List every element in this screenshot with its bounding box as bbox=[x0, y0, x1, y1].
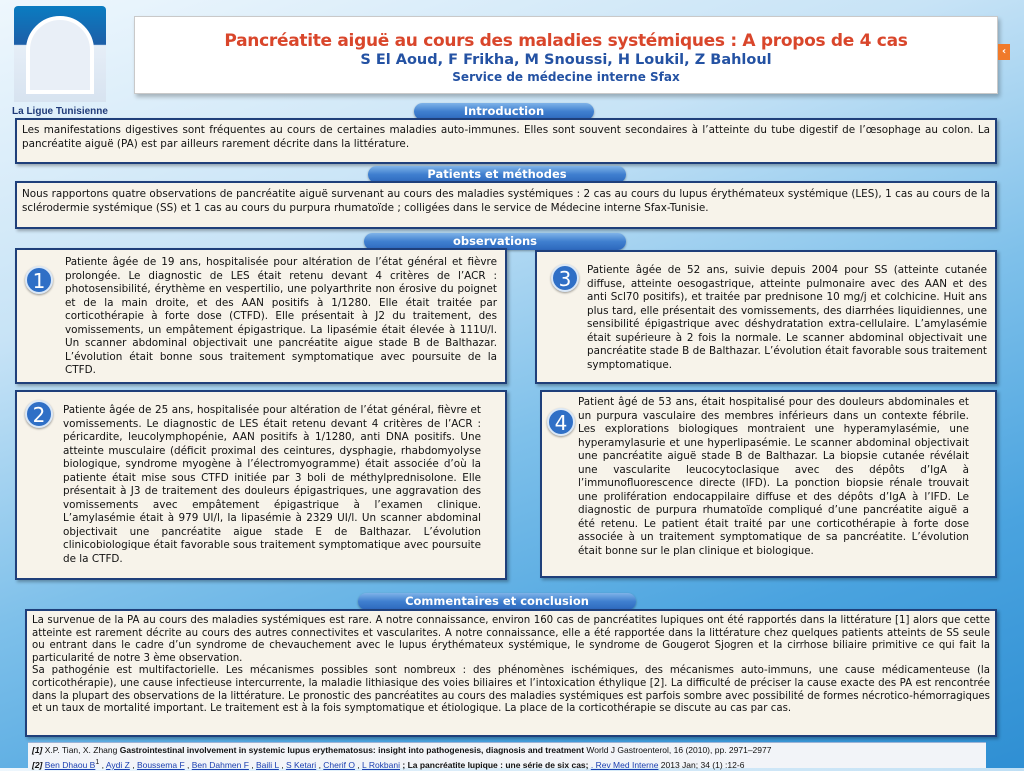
poster-service: Service de médecine interne Sfax bbox=[452, 70, 680, 84]
reference-2-author-link[interactable]: Aydi Z bbox=[105, 759, 130, 770]
methods-heading: Patients et méthodes bbox=[368, 166, 626, 183]
case-4-box bbox=[540, 390, 997, 578]
case-2-badge: 2 bbox=[25, 400, 53, 428]
logo-arch-icon bbox=[26, 16, 94, 94]
league-logo bbox=[4, 6, 116, 126]
case-2-box bbox=[15, 390, 507, 580]
poster-title: Pancréatite aiguë au cours des maladies systémiques : A propos de 4 cas bbox=[224, 31, 908, 51]
reference-2-title: ; La pancréatite lupique : une série de six cas; bbox=[400, 759, 591, 770]
case-4-text: Patient âgé de 53 ans, était hospitalisé pour des douleurs abdominales et un purpura vasculaire des membres inférieurs dans un contexte fébrile. Les explorations biologiques montraient une hyperamylasémie, une hyperamylasurie et une hyperlipasémie. Le scanner abdominal objectivait une pancréatite aiguë stade B de Balthazar. La biopsie cutanée révélait une vascularite leucocytoclasique avec des dépôts d’IgA à l’immunofluorescence directe (IFD). La ponction biopsie rénale trouvait une prolifération endocappilaire diffuse et des dépôts d’IgA à l’IFD. Le diagnostic de purpura rhumatoïde compliqué d’une pancréatite aiguë a été retenu. Le patient était traité par une corticothérapie à forte dose associée à un traitement symptomatique de sa pancréatite. L’évolution était bonne sur le plan clinique et biologique. bbox=[578, 396, 969, 557]
case-4-badge: 4 bbox=[547, 408, 575, 436]
introduction-heading: Introduction bbox=[414, 103, 594, 120]
reference-2-journal-link[interactable]: . Rev Med Interne bbox=[590, 759, 659, 770]
conclusion-heading: Commentaires et conclusion bbox=[358, 593, 636, 610]
case-2-text: Patiente âgée de 25 ans, hospitalisée pour altération de l’état général, fièvre et vomissements. Le diagnostic de LES était retenu devant 4 critères de l’ACR : péricardite, leucolymphopénie, AAN positifs à 1/1280, anti DNA positifs. Une atteinte musculaire (déficit proximal des ceintures, dysphagie, rhabdomyolyse biologique, syndrome myogène à l’électromyogramme) était associée d’où la patiente était mise sous CTFD initiée par 3 boli de méthylprednisolone. Elle présentait à J3 de traitement des douleurs épigastriques, une aggravation des vomissements avec empâtement épigastrique à l’examen clinique. L’amylasémie était à 979 UI/l, la lipasémie à 2329 UI/l. Un scanner abdominal objectivait une pancréatite aigue stade E de Balthazar. L’évolution clinicobiologique était favorable sous traitement symptomatique avec poursuite de la CTFD. bbox=[63, 404, 481, 565]
logo-text: La Ligue Tunisienne bbox=[12, 106, 108, 117]
reference-1-authors: X.P. Tian, X. Zhang bbox=[42, 745, 120, 755]
reference-1 bbox=[32, 744, 982, 756]
reference-2: [2] Ben Dhaou $B^1$ , Aydi Z , Boussema F , Ben Dahmen F , Baili L , S Ketari , Cherif O , L Rokbani ; La pancréatite lupique : une série de six cas; . Rev Med Interne 2013 Jan; 34 (1) :12-6 bbox=[32, 758, 745, 770]
reference-1-source: World J Gastroenterol, 16 (2010), pp. 2971–2977 bbox=[584, 745, 772, 755]
reference-2-author-link[interactable]: Baili L bbox=[256, 759, 279, 770]
case-1-box bbox=[15, 248, 507, 384]
conclusion-paragraph-1: La survenue de la PA au cours des maladies systémiques est rare. A notre connaissance, environ 160 cas de pancréatites lupiques ont été rapportés dans la littérature [1] alors que cette atteinte est rarement décrite au cours des autres connectivites et vascularites. A notre connaissance, elle a été rapportée dans la littérature chez quelques patients atteints de SS seule ou entrant dans le cadre d’un syndrome de chevauchement avec le lupus érythémateux systémique, le syndrome de Gougerot Sjogren et la cirrhose biliaire primitive ce qui fait la particularité de notre 3 ème observation. bbox=[32, 615, 990, 664]
observations-heading: observations bbox=[364, 233, 626, 250]
introduction-text: Les manifestations digestives sont fréquentes au cours de certaines maladies auto-immunes. Elles sont souvent secondaires à l’atteinte du tube digestif de l’œsophage au colon. La pancréatite aiguë (PA) est par ailleurs rarement décrite dans la littérature. bbox=[22, 124, 990, 150]
references bbox=[28, 742, 986, 768]
case-3-box bbox=[535, 250, 997, 384]
case-1-text: Patiente âgée de 19 ans, hospitalisée pour altération de l’état général et fièvre prolongée. Le diagnostic de LES était retenu devant 4 critères de l’ACR : photosensibilité, érythème en vespertilio, une polyarthrite non érosive du poignet et de la main droite, et des AAN positifs à 1/1280. Elle était traitée par corticothérapie à forte dose (CTFD). Elle présentait à J2 du traitement, des vomissements, un empâtement épigastrique. La lipasémie était élevée à 111U/l. Un scanner abdominal objectivait une pancréatite aigue stade B de Balthazar. L’évolution était bonne sous traitement symptomatique avec poursuite de la CTFD. bbox=[65, 256, 497, 376]
methods-box bbox=[15, 181, 997, 229]
poster-header bbox=[134, 16, 998, 94]
reference-2-author-link[interactable]: L Rokbani bbox=[362, 759, 401, 770]
reference-2-author-link[interactable]: Cherif O bbox=[323, 759, 355, 770]
poster-authors: S El Aoud, F Frikha, M Snoussi, H Loukil, Z Bahloul bbox=[360, 52, 772, 68]
introduction-box bbox=[15, 118, 997, 164]
reference-2-author-link[interactable]: Ben Dahmen F bbox=[191, 759, 249, 770]
reference-2-source: 2013 Jan; 34 (1) :12-6 bbox=[658, 759, 745, 770]
case-1-badge: 1 bbox=[25, 266, 53, 294]
case-3-text: Patiente âgée de 52 ans, suivie depuis 2004 pour SS (atteinte cutanée diffuse, atteinte oesogastrique, atteinte pulmonaire avec des AAN et des anti Scl70 positifs), et traitée par prednisone 10 mg/j et colchicine. Huit ans plus tard, elle présentait des vomissements, des diarrhées liquidiennes, une sensibilité épigastrique avec déshydratation extra-cellulaire. L’amylasémie était supérieure à 2 fois la normale. Le scanner abdominal objectivait une pancréatite stade B de Balthazar. L’évolution était favorable sous traitement symptomatique. bbox=[587, 264, 987, 371]
conclusion-paragraph-2: Sa pathogénie est multifactorielle. Les mécanismes possibles sont nombreux : des phénomènes ischémiques, des mécanismes auto-immuns, une cause médicamenteuse (la corticothérapie), une cause infectieuse intercurrente, la maladie lithiasique des voies biliaires et l’intoxication éthylique [2]. La difficulté de préciser la cause exacte des PA est rencontrée dans la plupart des observations de la littérature. Le pronostic des pancréatites au cours des maladies systémiques est parfois sombre avec possibilité de formes nécrotico-hémorragiques et un taux de mortalité important. Le traitement est à la fois symptomatique et étiologique. La place de la corticothérapie se discute au cas par cas. bbox=[32, 665, 990, 715]
reference-1-number: [1] bbox=[32, 745, 43, 755]
reference-2-author-link[interactable]: Ben Dhaou B bbox=[44, 759, 96, 770]
reference-2-author-link[interactable]: Boussema F bbox=[136, 759, 185, 770]
reference-2-author-link[interactable]: S Ketari bbox=[285, 759, 317, 770]
corner-tab-icon: ‹ bbox=[998, 44, 1010, 60]
conclusion-box bbox=[25, 609, 997, 737]
methods-text: Nous rapportons quatre observations de pancréatite aiguë survenant au cours des maladies systémiques : 2 cas au cours du lupus érythémateux systémique (LES), 1 cas au cours de la sclérodermie systémique (SS) et 1 cas au cours du purpura rhumatoïde ; colligées dans le service de Médecine interne Sfax-Tunisie. bbox=[22, 188, 990, 214]
reference-1-title: Gastrointestinal involvement in systemic lupus erythematosus: insight into pathogenesis, diagnosis and treatment bbox=[119, 745, 585, 755]
reference-2-number: [2] bbox=[32, 759, 43, 770]
case-3-badge: 3 bbox=[551, 264, 579, 292]
